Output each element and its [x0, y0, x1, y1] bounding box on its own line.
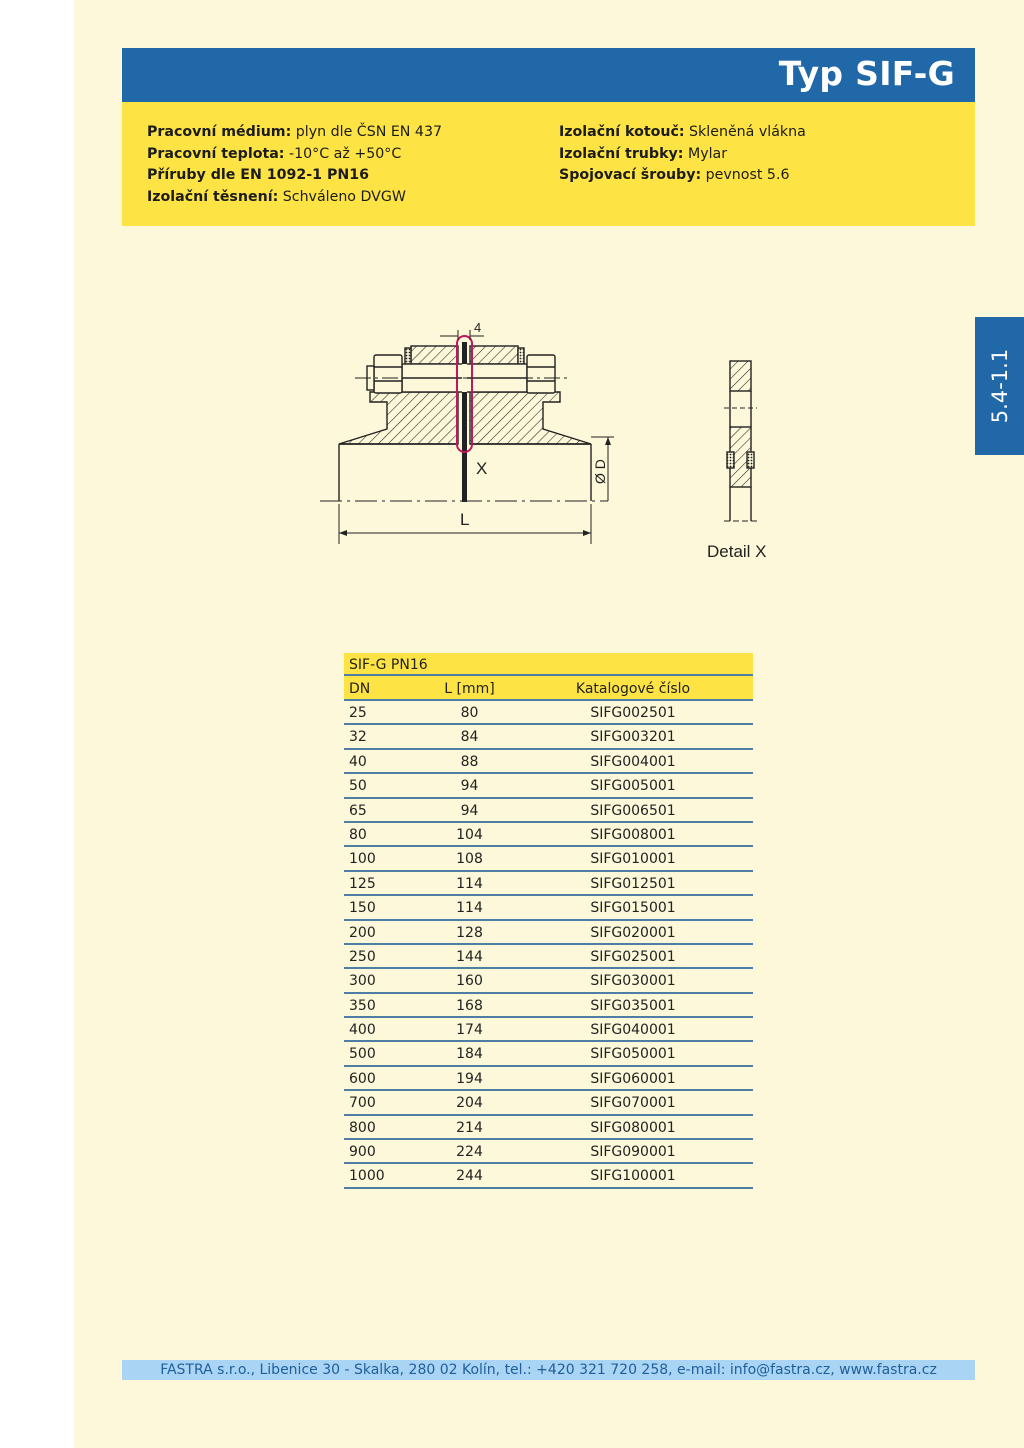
cell-length: 224: [456, 1144, 483, 1161]
table-row: [344, 1018, 753, 1042]
column-header-catalog-number: Katalogové číslo: [575, 681, 691, 697]
spec-label: Izolační kotouč:: [559, 124, 685, 140]
column-header-length: L [mm]: [444, 681, 495, 697]
cell-catalog-number: SIFG090001: [590, 1144, 676, 1161]
cell-length: 88: [460, 753, 479, 770]
table-row: [344, 1042, 753, 1066]
cell-length: 114: [456, 875, 483, 892]
spec-label: Izolační trubky:: [559, 145, 684, 162]
table-row: [344, 701, 753, 725]
cell-length: 214: [456, 1119, 483, 1136]
cell-length: 168: [456, 997, 483, 1014]
cell-catalog-number: SIFG070001: [590, 1095, 676, 1112]
spec-label: Pracovní teplota:: [147, 145, 285, 162]
table-row: [344, 799, 753, 823]
cell-length: 244: [456, 1168, 483, 1185]
cell-dn: 350: [349, 997, 376, 1014]
cell-catalog-number: SIFG002501: [590, 705, 676, 721]
detail-marker-label: X: [476, 459, 488, 478]
cell-dn: 125: [349, 875, 376, 892]
cell-length: 160: [456, 973, 483, 990]
cell-catalog-number: SIFG004001: [590, 753, 676, 770]
spec-value: plyn dle ČSN EN 437: [291, 124, 443, 140]
table-row: [344, 823, 753, 847]
spec-value: Mylar: [683, 145, 728, 162]
table-row: [344, 1116, 753, 1140]
table-row: [344, 872, 753, 896]
cell-catalog-number: SIFG008001: [590, 826, 676, 843]
cell-catalog-number: SIFG025001: [590, 948, 676, 965]
cell-catalog-number: SIFG050001: [590, 1046, 676, 1063]
spec-label: Příruby dle EN 1092-1 PN16: [147, 167, 369, 184]
table-row: [344, 994, 753, 1018]
cell-catalog-number: SIFG080001: [590, 1119, 676, 1136]
cell-dn: 500: [349, 1046, 376, 1063]
table-row: [344, 847, 753, 871]
cell-dn: 80: [349, 826, 367, 843]
spec-value: Skleněná vlákna: [684, 124, 806, 140]
diameter-dimension-label: Ø D: [592, 459, 608, 484]
spec-value: Schváleno DVGW: [278, 188, 406, 205]
cell-dn: 1000: [349, 1168, 385, 1185]
cell-dn: 25: [349, 705, 367, 721]
cell-dn: 600: [349, 1070, 376, 1087]
cell-dn: 800: [349, 1119, 376, 1136]
table-row: [344, 1067, 753, 1091]
table-row: [344, 921, 753, 945]
cell-catalog-number: SIFG015001: [590, 900, 676, 917]
spec-label: Spojovací šrouby:: [559, 167, 702, 184]
cell-length: 104: [456, 826, 483, 843]
table-row: [344, 774, 753, 798]
table-header-row: [344, 676, 753, 701]
cell-catalog-number: SIFG010001: [590, 851, 676, 868]
detail-caption: Detail X: [707, 542, 767, 561]
cell-dn: 300: [349, 973, 376, 990]
table-row: [344, 896, 753, 920]
table-row: [344, 1164, 753, 1188]
technical-drawing: [0, 0, 1024, 620]
product-table: [344, 653, 753, 1189]
cell-length: 144: [456, 948, 483, 965]
cell-dn: 50: [349, 778, 367, 795]
footer-contact: FASTRA s.r.o., Libenice 30 - Skalka, 280 02 Kolín, tel.: +420 321 720 258, e-mail: info@fastra.cz, www.fastra.cz: [122, 1360, 975, 1380]
cell-length: 94: [460, 802, 479, 819]
cell-catalog-number: SIFG006501: [590, 802, 676, 819]
cell-length: 108: [456, 851, 483, 868]
spec-value: -10°C až +50°C: [284, 145, 402, 162]
cell-length: 80: [460, 705, 479, 721]
cell-length: 128: [456, 924, 483, 941]
cell-catalog-number: SIFG020001: [590, 924, 676, 941]
detail-x-drawing: [724, 361, 757, 521]
cell-catalog-number: SIFG012501: [590, 875, 676, 892]
cell-dn: 400: [349, 1022, 376, 1039]
cell-dn: 200: [349, 924, 376, 941]
table-title: SIF-G PN16: [344, 653, 753, 676]
column-header-dn: DN: [349, 681, 371, 697]
cell-length: 194: [456, 1070, 483, 1087]
cell-catalog-number: SIFG060001: [590, 1070, 676, 1087]
table-row: [344, 1140, 753, 1164]
spec-label: Pracovní médium:: [147, 124, 292, 140]
cell-length: 114: [456, 900, 483, 917]
cell-dn: 100: [349, 851, 376, 868]
table-body: [344, 701, 753, 1189]
section-number: 5.4-1.1: [987, 348, 1012, 424]
cell-dn: 900: [349, 1144, 376, 1161]
cell-dn: 32: [349, 729, 367, 746]
cell-catalog-number: SIFG003201: [590, 729, 676, 746]
cell-length: 204: [456, 1095, 483, 1112]
page-title: Typ SIF-G: [778, 54, 955, 93]
table-row: [344, 969, 753, 993]
spec-label: Izolační těsnení:: [147, 188, 279, 205]
table-row: [344, 945, 753, 969]
table-row: [344, 1091, 753, 1115]
cell-length: 94: [460, 778, 479, 795]
cell-catalog-number: SIFG035001: [590, 997, 676, 1014]
cell-dn: 150: [349, 900, 376, 917]
cell-dn: 40: [349, 753, 367, 770]
gap-dimension-label: 4: [474, 320, 482, 335]
cell-catalog-number: SIFG030001: [590, 973, 676, 990]
cell-length: 184: [456, 1046, 483, 1063]
spec-value: pevnost 5.6: [701, 167, 790, 184]
table-row: [344, 725, 753, 749]
cell-catalog-number: SIFG005001: [590, 778, 676, 795]
table-row: [344, 750, 753, 774]
length-dimension-label: L: [460, 510, 470, 529]
cell-catalog-number: SIFG100001: [590, 1168, 676, 1185]
cell-dn: 700: [349, 1095, 376, 1112]
cell-length: 84: [460, 729, 479, 746]
cell-dn: 250: [349, 948, 376, 965]
cell-dn: 65: [349, 802, 367, 819]
cell-length: 174: [456, 1022, 483, 1039]
cell-catalog-number: SIFG040001: [590, 1022, 676, 1039]
